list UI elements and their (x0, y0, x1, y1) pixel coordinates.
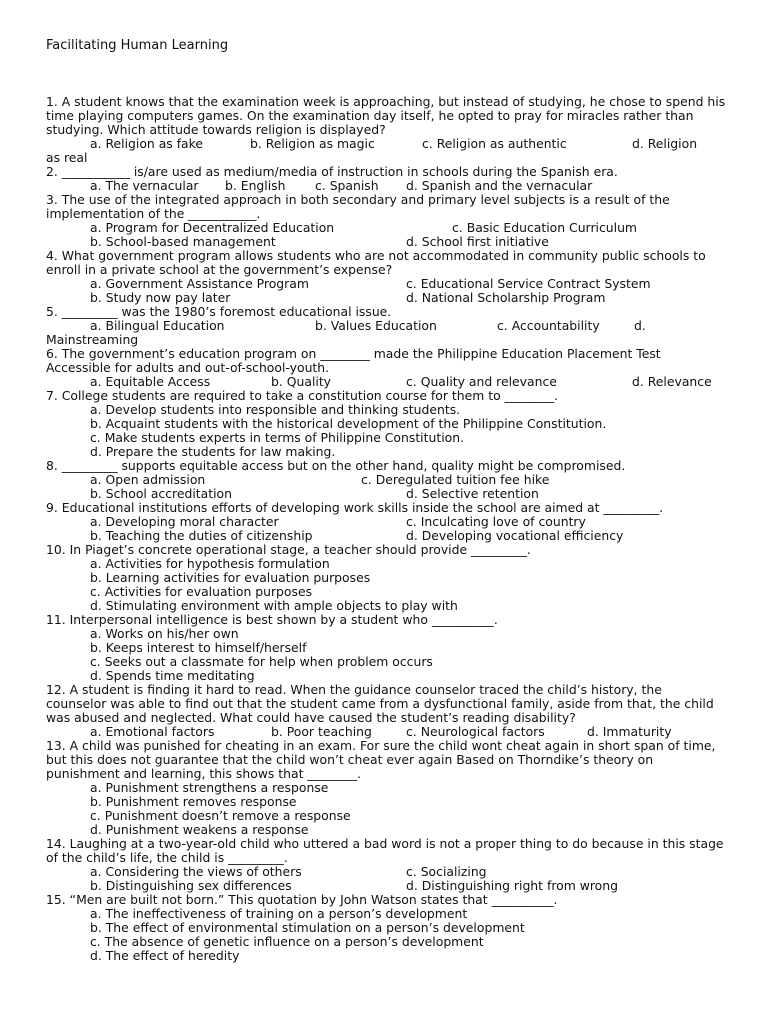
option-d: d. Selective retention (406, 486, 539, 501)
option-row (46, 137, 726, 151)
option-b: b. Quality (271, 374, 332, 389)
option-a: a. The vernacular (90, 178, 199, 193)
option-d: d. Religion (632, 136, 698, 151)
option-a: a. Punishment strengthens a response (90, 780, 329, 795)
option-b: b. Distinguishing sex differences (90, 878, 292, 893)
question-1 (46, 95, 726, 165)
option-b: b. Keeps interest to himself/herself (90, 640, 307, 655)
option-list (46, 627, 726, 683)
option-row (46, 515, 726, 529)
question-stem: 6. The government’s education program on ________ made the Philippine Education Placement Test Accessible for adults and out-of-school-youth. (46, 346, 661, 375)
option-a: a. Government Assistance Program (90, 276, 309, 291)
document-title: Facilitating Human Learning (46, 38, 229, 53)
option-row (46, 179, 726, 193)
option-a: a. The ineffectiveness of training on a person’s development (90, 906, 468, 921)
option-row (46, 879, 726, 893)
option-row (46, 319, 726, 333)
option-d-continued: Mainstreaming (46, 332, 139, 347)
option-c: c. Religion as authentic (422, 136, 567, 151)
question-stem: 9. Educational institutions efforts of developing work skills inside the school are aimed at _________. (46, 500, 664, 515)
option-d: d. National Scholarship Program (406, 290, 606, 305)
option-c: c. Make students experts in terms of Philippine Constitution. (90, 430, 465, 445)
option-d: d. Prepare the students for law making. (90, 444, 336, 459)
question-stem: 1. A student knows that the examination week is approaching, but instead of studying, he chose to spend his time playing computers games. On the examination day itself, he opted to pray for miracles rather than studying. Which attitude towards religion is displayed? (46, 94, 726, 137)
option-d: d. School first initiative (406, 234, 549, 249)
question-8 (46, 459, 726, 501)
option-c: c. Quality and relevance (406, 374, 557, 389)
option-a: a. Works on his/her own (90, 626, 239, 641)
option-b: b. Learning activities for evaluation purposes (90, 570, 371, 585)
option-c: c. Educational Service Contract System (406, 276, 651, 291)
option-list (46, 907, 726, 963)
option-c: c. Socializing (406, 864, 487, 879)
option-row (46, 487, 726, 501)
option-d: d. Immaturity (587, 724, 672, 739)
question-7 (46, 389, 726, 459)
option-d: d. Spends time meditating (90, 668, 255, 683)
option-a: a. Developing moral character (90, 514, 279, 529)
option-c: c. Activities for evaluation purposes (90, 584, 313, 599)
option-list (46, 403, 726, 459)
option-b: b. School-based management (90, 234, 276, 249)
option-row (46, 221, 726, 235)
question-13 (46, 739, 726, 837)
question-5 (46, 305, 726, 347)
question-14 (46, 837, 726, 893)
option-d: d. Punishment weakens a response (90, 822, 309, 837)
question-4 (46, 249, 726, 305)
question-stem: 5. _________ was the 1980’s foremost educational issue. (46, 304, 392, 319)
option-d: d. Relevance (632, 374, 712, 389)
question-3 (46, 193, 726, 249)
option-row (46, 865, 726, 879)
option-c: c. Seeks out a classmate for help when problem occurs (90, 654, 433, 669)
option-row (46, 529, 726, 543)
option-a: a. Religion as fake (90, 136, 204, 151)
question-stem: 15. “Men are built not born.” This quotation by John Watson states that __________. (46, 892, 558, 907)
question-15 (46, 893, 726, 963)
option-c: c. The absence of genetic influence on a person’s development (90, 934, 484, 949)
option-b: b. Acquaint students with the historical development of the Philippine Constitution. (90, 416, 607, 431)
question-stem: 3. The use of the integrated approach in both secondary and primary level subjects is a result of the implementation of the ___________. (46, 192, 670, 221)
question-list (46, 95, 726, 963)
option-a: a. Emotional factors (90, 724, 215, 739)
option-b: b. English (225, 178, 286, 193)
option-d: d. (634, 318, 646, 333)
question-stem: 12. A student is finding it hard to read. When the guidance counselor traced the child’s history, the counselor was able to find out that the student came from a dysfunctional family, aside from that, the child was abused and neglected. What could have caused the student’s reading disability? (46, 682, 714, 725)
option-row (46, 235, 726, 249)
option-row (46, 375, 726, 389)
option-row (46, 291, 726, 305)
option-a: a. Program for Decentralized Education (90, 220, 335, 235)
question-stem: 2. ___________ is/are used as medium/media of instruction in schools during the Spanish era. (46, 164, 618, 179)
option-row (46, 277, 726, 291)
option-c: c. Neurological factors (406, 724, 545, 739)
option-d: d. The effect of heredity (90, 948, 240, 963)
option-b: b. The effect of environmental stimulation on a person’s development (90, 920, 525, 935)
question-stem: 7. College students are required to take a constitution course for them to ________. (46, 388, 559, 403)
option-row (46, 473, 726, 487)
option-a: a. Considering the views of others (90, 864, 302, 879)
question-6 (46, 347, 726, 389)
option-b: b. Punishment removes response (90, 794, 297, 809)
question-stem: 11. Interpersonal intelligence is best shown by a student who __________. (46, 612, 498, 627)
option-a: a. Develop students into responsible and thinking students. (90, 402, 461, 417)
option-d-continued: as real (46, 150, 88, 165)
option-c: c. Accountability (497, 318, 600, 333)
question-stem: 10. In Piaget’s concrete operational stage, a teacher should provide _________. (46, 542, 531, 557)
option-c: c. Basic Education Curriculum (452, 220, 638, 235)
option-c: c. Spanish (315, 178, 379, 193)
option-list (46, 557, 726, 613)
question-2 (46, 165, 726, 193)
question-stem: 8. _________ supports equitable access but on the other hand, quality might be compromised. (46, 458, 626, 473)
option-c: c. Punishment doesn’t remove a response (90, 808, 351, 823)
option-b: b. Religion as magic (250, 136, 375, 151)
question-12 (46, 683, 726, 739)
option-d: d. Stimulating environment with ample objects to play with (90, 598, 458, 613)
option-b: b. Values Education (315, 318, 437, 333)
question-stem: 4. What government program allows students who are not accommodated in community public schools to enroll in a private school at the government’s expense? (46, 248, 706, 277)
option-c: c. Inculcating love of country (406, 514, 586, 529)
option-a: a. Bilingual Education (90, 318, 225, 333)
option-b: b. Poor teaching (271, 724, 372, 739)
option-b: b. School accreditation (90, 486, 232, 501)
option-b: b. Study now pay later (90, 290, 231, 305)
option-d: d. Spanish and the vernacular (406, 178, 593, 193)
option-b: b. Teaching the duties of citizenship (90, 528, 313, 543)
question-10 (46, 543, 726, 613)
option-a: a. Activities for hypothesis formulation (90, 556, 330, 571)
option-list (46, 781, 726, 837)
option-d: d. Developing vocational efficiency (406, 528, 624, 543)
option-row (46, 725, 726, 739)
question-9 (46, 501, 726, 543)
question-11 (46, 613, 726, 683)
option-a: a. Equitable Access (90, 374, 211, 389)
option-d: d. Distinguishing right from wrong (406, 878, 618, 893)
question-stem: 13. A child was punished for cheating in an exam. For sure the child wont cheat again in short span of time, but this does not guarantee that the child won’t cheat ever again Based on Thorndike’s theory on punishment and learning, this shows that ________. (46, 738, 716, 781)
option-a: a. Open admission (90, 472, 206, 487)
question-stem: 14. Laughing at a two-year-old child who uttered a bad word is not a proper thing to do because in this stage of the child’s life, the child is _________. (46, 836, 724, 865)
option-c: c. Deregulated tuition fee hike (361, 472, 550, 487)
